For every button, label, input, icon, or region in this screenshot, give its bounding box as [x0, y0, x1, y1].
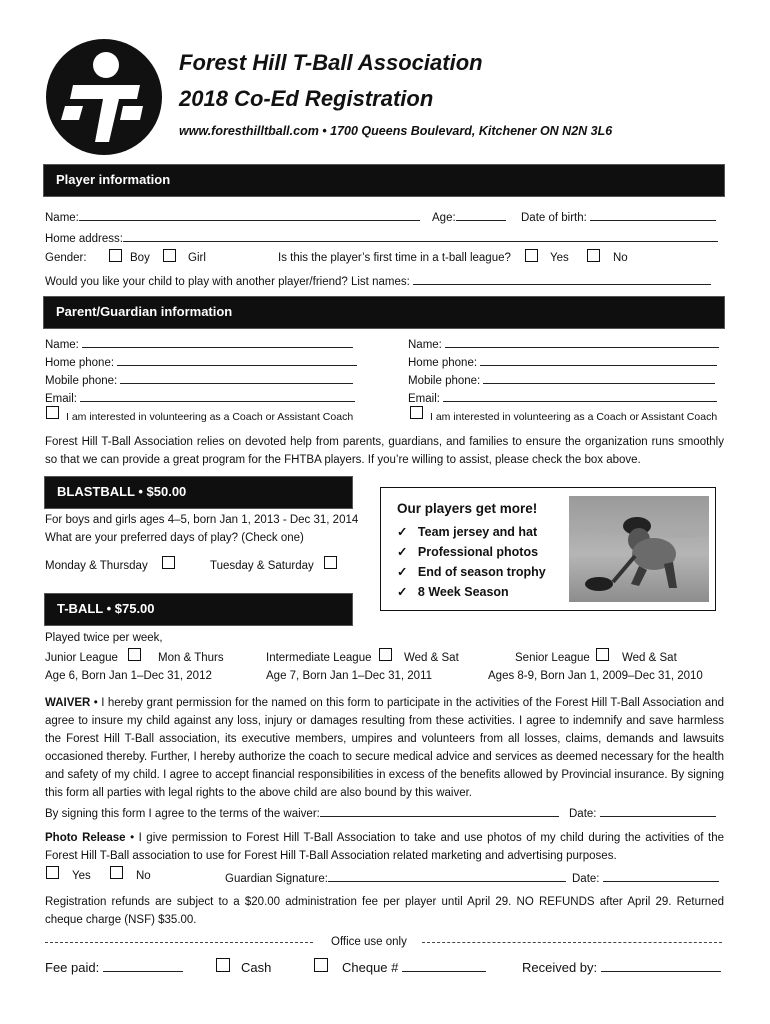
waiver-text	[45, 694, 724, 802]
parent1-home-field[interactable]	[117, 354, 357, 366]
parent2-mobile-row	[408, 372, 715, 387]
first-time-no-checkbox[interactable]	[587, 249, 600, 262]
promo-box	[380, 487, 716, 611]
gender-boy-checkbox[interactable]	[109, 249, 122, 262]
parent2-mobile-label: Mobile phone:	[408, 375, 481, 387]
waiver-label: WAIVER	[45, 697, 91, 709]
promo-item-text: Team jersey and hat	[417, 525, 538, 539]
photo-yes-checkbox[interactable]	[46, 866, 59, 879]
player-address-field[interactable]	[123, 230, 718, 242]
parent-section-bar	[44, 297, 724, 328]
cheque-row	[342, 960, 486, 975]
waiver-date-label: Date:	[569, 808, 597, 820]
friend-question: Would you like your child to play with another player/friend? List names:	[45, 276, 410, 288]
photo-release-label: Photo Release	[45, 832, 126, 844]
cheque-label: Cheque #	[342, 960, 399, 975]
gender-boy-label: Boy	[130, 252, 150, 264]
intermediate-league-days: Wed & Sat	[404, 652, 459, 664]
photo-date-row	[572, 870, 719, 885]
cash-checkbox[interactable]	[216, 958, 230, 972]
gender-girl-checkbox[interactable]	[163, 249, 176, 262]
senior-league-checkbox[interactable]	[596, 648, 609, 661]
junior-league-label: Junior League	[45, 652, 118, 664]
received-by-field[interactable]	[601, 960, 721, 972]
waiver-signature-field[interactable]	[320, 805, 559, 817]
senior-league-age: Ages 8-9, Born Jan 1, 2009–Dec 31, 2010	[488, 670, 703, 682]
player-address-label: Home address:	[45, 233, 123, 245]
parent2-name-field[interactable]	[445, 336, 719, 348]
guardian-signature-field[interactable]	[328, 870, 566, 882]
check-icon: ✓	[397, 585, 408, 599]
fee-paid-row	[45, 960, 183, 975]
first-time-yes-label: Yes	[550, 252, 569, 264]
friend-row	[45, 273, 711, 288]
cheque-checkbox[interactable]	[314, 958, 328, 972]
parent1-name-row	[45, 336, 353, 351]
player-age-label: Age:	[432, 212, 456, 224]
check-icon: ✓	[397, 565, 408, 579]
blastball-ages: For boys and girls ages 4–5, born Jan 1, 2013 - Dec 31, 2014	[45, 514, 359, 526]
fee-paid-label: Fee paid:	[45, 960, 100, 975]
player-dob-field[interactable]	[590, 209, 716, 221]
promo-item-text: Professional photos	[417, 545, 539, 559]
parent2-home-field[interactable]	[480, 354, 717, 366]
waiver-date-row	[569, 805, 716, 820]
blastball-section-bar	[45, 477, 352, 508]
senior-league-label: Senior League	[515, 652, 590, 664]
parent1-mobile-field[interactable]	[120, 372, 353, 384]
header-contact: www.foresthilltball.com • 1700 Queens Boulevard, Kitchener ON N2N 3L6	[179, 124, 613, 138]
photo-yes-label: Yes	[72, 870, 91, 882]
check-icon: ✓	[397, 545, 408, 559]
parent1-volunteer-checkbox[interactable]	[46, 406, 59, 419]
blastball-mon-thu-checkbox[interactable]	[162, 556, 175, 569]
volunteer-note: Forest Hill T-Ball Association relies on devoted help from parents, guardians, and families to ensure the organization runs smoothly so that we can provide a great program for the FHTBA players. If you’re willing to assist, please check the box above.	[45, 436, 724, 466]
player-dob-row	[521, 209, 716, 224]
intermediate-league-checkbox[interactable]	[379, 648, 392, 661]
promo-item	[397, 564, 546, 579]
gender-label: Gender:	[45, 252, 87, 264]
parent1-email-label: Email:	[45, 393, 77, 405]
photo-date-label: Date:	[572, 873, 600, 885]
blastball-tue-sat-label: Tuesday & Saturday	[210, 560, 314, 572]
junior-league-days: Mon & Thurs	[158, 652, 224, 664]
parent1-name-field[interactable]	[82, 336, 353, 348]
player-section-title: Player information	[56, 172, 171, 187]
junior-league-checkbox[interactable]	[128, 648, 141, 661]
friend-names-field[interactable]	[413, 273, 711, 285]
waiver-body: • I hereby grant permission for the named on this form to participate in the activities of the Forest Hill T-Ball Association and agree to insure my child against any loss, injury or damages resulting from these activities. I agree to indemnify and save harmless the Forest Hill T-Ball association, its executive members, umpires and volunteers from all losses, claims, demands and lawsuits occasioned thereby. Further, I hereby authorize the coach to secure medical advice and services as deemed necessary for the health and safety of my child. I agree to accept financial responsibilities in excess of the benefits allowed by Provincial insurance. By signing this form all parties with legal rights to the above child are also bound by this waiver.	[45, 697, 724, 799]
header-title: Forest Hill T-Ball Association	[179, 50, 483, 75]
office-divider-left	[45, 942, 313, 943]
tball-section-title: T-BALL • $75.00	[57, 601, 155, 616]
parent1-email-row	[45, 390, 355, 405]
parent1-name-label: Name:	[45, 339, 79, 351]
player-name-label: Name:	[45, 212, 79, 224]
player-address-row	[45, 230, 718, 245]
guardian-sign-row	[225, 870, 566, 885]
blastball-section-title: BLASTBALL • $50.00	[57, 484, 187, 499]
promo-item-text: 8 Week Season	[417, 585, 509, 599]
parent2-home-label: Home phone:	[408, 357, 478, 369]
junior-league-age: Age 6, Born Jan 1–Dec 31, 2012	[45, 670, 212, 682]
player-age-row	[432, 209, 506, 224]
player-age-field[interactable]	[456, 209, 506, 221]
waiver-sign-row	[45, 805, 559, 820]
photo-release-body: • I give permission to Forest Hill T-Ball Association to take and use photos of my child during the activities of the Forest Hill T-Ball association to use for Forest Hill T-Ball Association related marketing and advertising purposes.	[45, 832, 724, 862]
first-time-question: Is this the player’s first time in a t-ball league?	[278, 252, 511, 264]
cash-label: Cash	[241, 960, 272, 975]
promo-item	[397, 524, 537, 539]
guardian-signature-label: Guardian Signature:	[225, 873, 328, 885]
promo-item-text: End of season trophy	[417, 565, 546, 579]
check-icon: ✓	[397, 525, 408, 539]
photo-release-text	[45, 829, 724, 865]
player-name-row	[45, 209, 420, 224]
office-use-label: Office use only	[331, 936, 407, 948]
tball-frequency: Played twice per week,	[45, 632, 163, 644]
photo-no-label: No	[136, 870, 151, 882]
cheque-number-field[interactable]	[402, 960, 486, 972]
parent1-home-label: Home phone:	[45, 357, 115, 369]
first-time-no-label: No	[613, 252, 628, 264]
refund-policy: Registration refunds are subject to a $20.00 administration fee per player until April 29. NO REFUNDS after April 29. Returned cheque charge (NSF) $35.00.	[45, 896, 724, 926]
parent2-email-label: Email:	[408, 393, 440, 405]
parent1-mobile-label: Mobile phone:	[45, 375, 118, 387]
blastball-mon-thu-label: Monday & Thursday	[45, 560, 148, 572]
fee-paid-field[interactable]	[103, 960, 183, 972]
parent2-home-row	[408, 354, 717, 369]
parent2-email-field[interactable]	[443, 390, 717, 402]
waiver-date-field[interactable]	[600, 805, 716, 817]
parent2-email-row	[408, 390, 717, 405]
player-dob-label: Date of birth:	[521, 212, 587, 224]
received-by-row	[522, 960, 721, 975]
header-subtitle: 2018 Co-Ed Registration	[179, 86, 434, 111]
player-photo	[569, 496, 709, 602]
blastball-tue-sat-checkbox[interactable]	[324, 556, 337, 569]
intermediate-league-label: Intermediate League	[266, 652, 372, 664]
senior-league-days: Wed & Sat	[622, 652, 677, 664]
association-logo	[45, 38, 163, 156]
player-section-bar	[44, 165, 724, 196]
blastball-question: What are your preferred days of play? (Check one)	[45, 532, 304, 544]
parent1-email-field[interactable]	[80, 390, 355, 402]
player-name-field[interactable]	[79, 209, 420, 221]
parent2-name-label: Name:	[408, 339, 442, 351]
parent1-volunteer-label: I am interested in volunteering as a Coach or Assistant Coach	[66, 411, 354, 423]
first-time-yes-checkbox[interactable]	[525, 249, 538, 262]
waiver-sign-label: By signing this form I agree to the terms of the waiver:	[45, 808, 320, 820]
parent2-volunteer-label: I am interested in volunteering as a Coach or Assistant Coach	[430, 411, 718, 423]
received-by-label: Received by:	[522, 960, 598, 975]
parent-section-title: Parent/Guardian information	[56, 304, 233, 319]
gender-girl-label: Girl	[188, 252, 206, 264]
parent2-name-row	[408, 336, 719, 351]
parent2-mobile-field[interactable]	[483, 372, 715, 384]
tball-section-bar	[45, 594, 352, 625]
promo-item	[397, 584, 509, 599]
photo-date-field[interactable]	[603, 870, 719, 882]
intermediate-league-age: Age 7, Born Jan 1–Dec 31, 2011	[266, 670, 433, 682]
parent1-home-row	[45, 354, 357, 369]
office-divider-right	[422, 942, 722, 943]
parent2-volunteer-checkbox[interactable]	[410, 406, 423, 419]
promo-heading: Our players get more!	[397, 501, 538, 516]
promo-item	[397, 544, 538, 559]
parent1-mobile-row	[45, 372, 353, 387]
photo-no-checkbox[interactable]	[110, 866, 123, 879]
